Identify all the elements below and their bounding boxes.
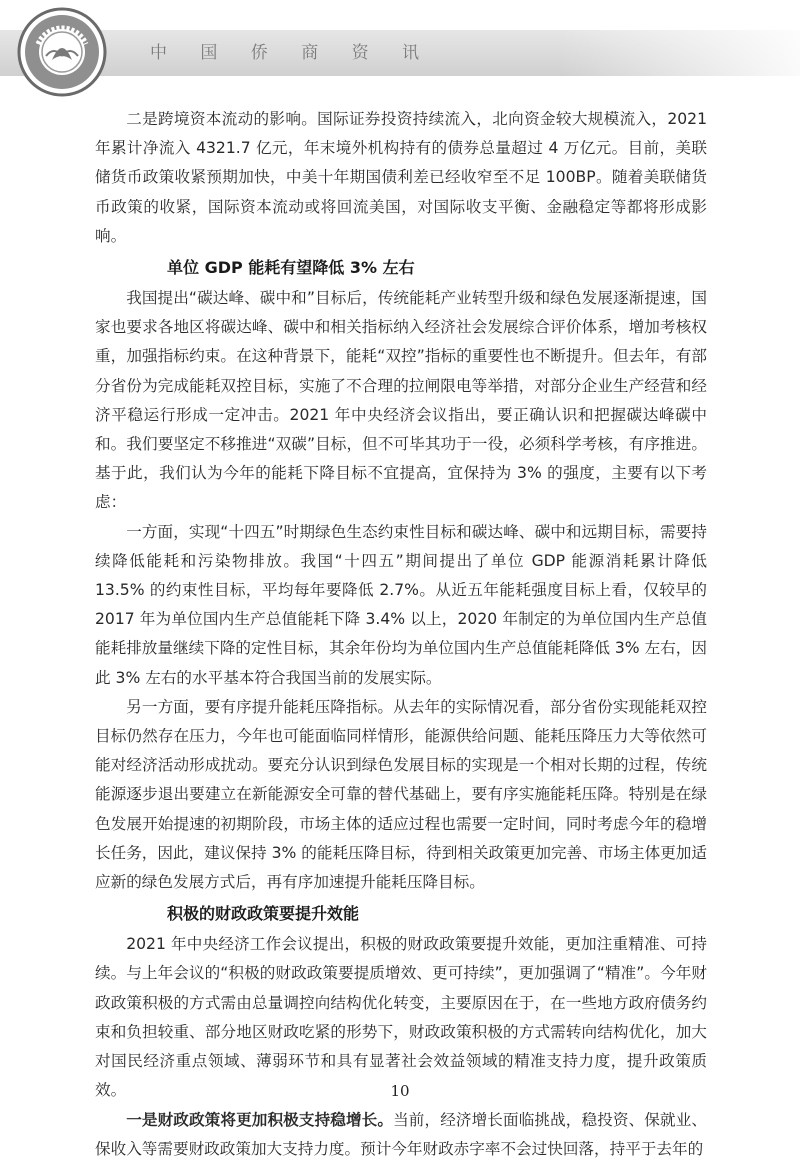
header-title: 中 国 侨 商 资 讯 bbox=[150, 43, 434, 63]
association-logo bbox=[16, 6, 108, 98]
paragraph-body-text: 当前，经济增长面临挑战，稳投资、保就业、保收入等需要财政政策加大支持力度。预计今年财政赤字率不会过快回落，持平于去年的 bbox=[95, 1110, 707, 1158]
paragraph-lead-phrase: 一是财政政策将更加积极支持稳增长。 bbox=[126, 1110, 394, 1129]
section-heading-fiscal: 积极的财政政策要提升效能 bbox=[167, 904, 360, 924]
article-body bbox=[95, 105, 707, 1164]
paragraph-cross-border-capital: 二是跨境资本流动的影响。国际证券投资持续流入，北向资金较大规模流入，2021年累计净流入 4321.7 亿元，年末境外机构持有的债券总量超过 4 万亿元。目前，美联储货币政策收紧预期加快，中美十年期国债利差已经收窄至不足 100BP。随着美联储货币政策的收紧，国际资本流动或将回流美国，对国际收支平衡、金融稳定等都将形成影响。 bbox=[95, 110, 707, 245]
header-fade bbox=[560, 30, 800, 76]
paragraph-fiscal-1: 2021 年中央经济工作会议提出，积极的财政政策要提升效能，更加注重精准、可持续。与上年会议的“积极的财政政策要提质增效、更可持续”，更加强调了“精准”。今年财政政策积极的方式需由总量调控向结构优化转变，主要原因在于，在一些地方政府债务约束和负担较重、部分地区财政吃紧的形势下，财政政策积极的方式需转向结构优化，加大对国民经济重点领域、薄弱环节和具有显著社会效益领域的精准支持力度，提升政策质效。 bbox=[95, 935, 707, 1100]
paragraph-energy-1: 我国提出“碳达峰、碳中和”目标后，传统能耗产业转型升级和绿色发展逐渐提速，国家也要求各地区将碳达峰、碳中和相关指标纳入经济社会发展综合评价体系，增加考核权重，加强指标约束。在这种背景下，能耗“双控”指标的重要性也不断提升。但去年，有部分省份为完成能耗双控目标，实施了不合理的拉闸限电等举措，对部分企业生产经营和经济平稳运行形成一定冲击。2021 年中央经济会议指出，要正确认识和把握碳达峰碳中和。我们要坚定不移推进“双碳”目标，但不可毕其功于一役，必须科学考核，有序推进。基于此，我们认为今年的能耗下降目标不宜提高，宜保持为 3% 的强度，主要有以下考虑： bbox=[95, 289, 707, 512]
page-number: 10 bbox=[390, 1082, 410, 1100]
paragraph-energy-3: 另一方面，要有序提升能耗压降指标。从去年的实际情况看，部分省份实现能耗双控目标仍然存在压力，今年也可能面临同样情形，能源供给问题、能耗压降压力大等依然可能对经济活动形成扰动。要充分认识到绿色发展目标的实现是一个相对长期的过程，传统能源逐步退出要建立在新能源安全可靠的替代基础上，要有序实施能耗压降。特别是在绿色发展开始提速的初期阶段，市场主体的适应过程也需要一定时间，同时考虑今年的稳增长任务，因此，建议保持 3% 的能耗压降目标，待到相关政策更加完善、市场主体更加适应新的绿色发展方式后，再有序加速提升能耗压降目标。 bbox=[95, 697, 707, 892]
paragraph-fiscal-2 bbox=[95, 1106, 707, 1164]
paragraph-energy-2: 一方面，实现“十四五”时期绿色生态约束性目标和碳达峰、碳中和远期目标，需要持续降低能耗和污染物排放。我国“十四五”期间提出了单位 GDP 能源消耗累计降低 13.5% 的约束性目标，平均每年要降低 2.7%。从近五年能耗强度目标上看，仅较早的 2017 年为单位国内生产总值能耗下降 3.4% 以上，2020 年制定的为单位国内生产总值能耗排放量继续下降的定性目标，其余年份均为单位国内生产总值能耗降低 3% 左右，因此 3% 左右的水平基本符合我国当前的发展实际。 bbox=[95, 522, 707, 687]
section-heading-energy: 单位 GDP 能耗有望降低 3% 左右 bbox=[167, 258, 415, 278]
